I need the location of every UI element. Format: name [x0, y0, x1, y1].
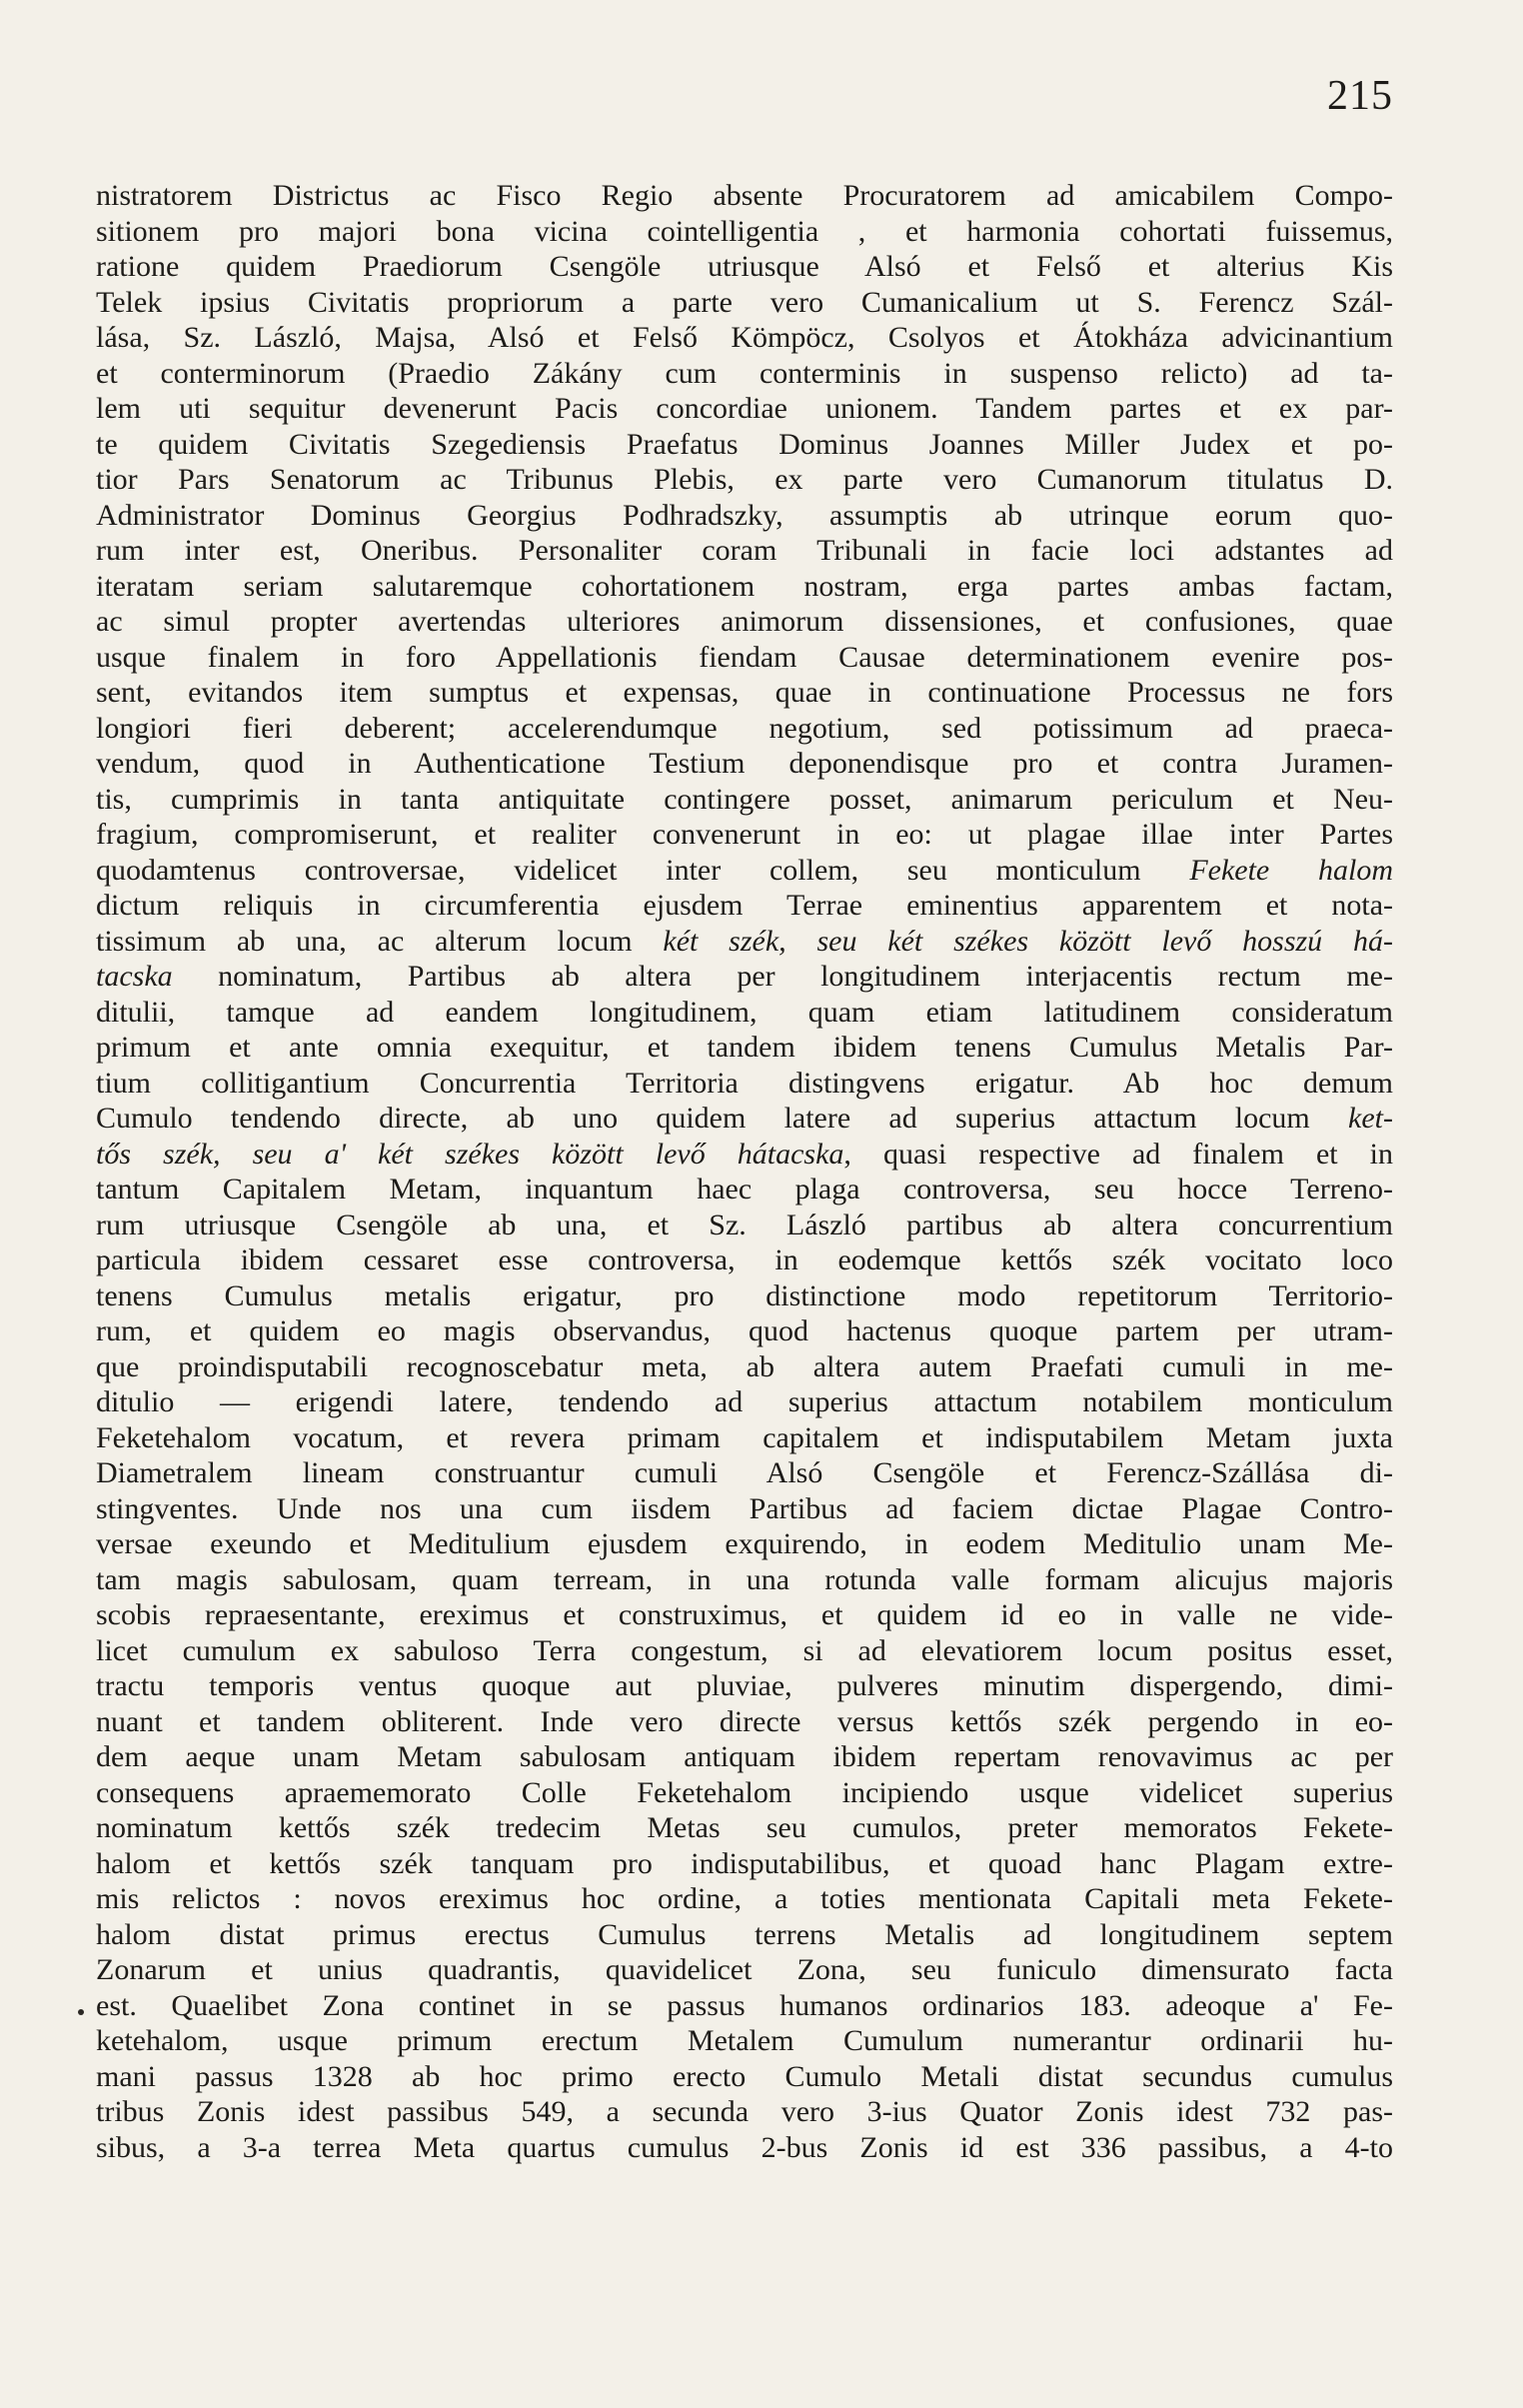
text-line: te quidem Civitatis Szegediensis Praefatus Dominus Joannes Miller Judex et po-: [96, 427, 1393, 461]
text-line: tior Pars Senatorum ac Tribunus Plebis, ex parte vero Cumanorum titulatus D.: [96, 463, 1393, 496]
text-line: sitionem pro majori bona vicina cointelligentia , et harmonia cohortati fuissemus,: [96, 214, 1393, 248]
text-line: vendum, quod in Authenticatione Testium deponendisque pro et contra Juramen-: [96, 747, 1393, 780]
text-line: ditulii, tamque ad eandem longitudinem, quam etiam latitudinem consideratum: [96, 995, 1393, 1029]
text-line: lása, Sz. László, Majsa, Alsó et Felső Kömpöcz, Csolyos et Átokháza advicinantium: [96, 321, 1393, 354]
text-line: tium collitigantium Concurrentia Territoria distingvens erigatur. Ab hoc demum: [96, 1066, 1393, 1100]
text-line: particula ibidem cessaret esse controversa, in eodemque kettős szék vocitato loco: [96, 1243, 1393, 1276]
text-line: primum et ante omnia exequitur, et tandem ibidem tenens Cumulus Metalis Par-: [96, 1031, 1393, 1064]
text-line: halom distat primus erectus Cumulus terrens Metalis ad longitudinem septem: [96, 1917, 1393, 1951]
text-line: longiori fieri deberent; accelerendumque negotium, sed potissimum ad praeca-: [96, 711, 1393, 745]
text-line: tractu temporis ventus quoque aut pluviae, pulveres minutim dispergendo, dimi-: [96, 1669, 1393, 1702]
text-line: et conterminorum (Praedio Zákány cum conterminis in suspenso relicto) ad ta-: [96, 356, 1393, 390]
text-line: Administrator Dominus Georgius Podhradszky, assumptis ab utrinque eorum quo-: [96, 498, 1393, 532]
body-text: [96, 178, 1393, 2165]
text-line: quodamtenus controversae, videlicet inter collem, seu monticulum Fekete halom: [96, 853, 1393, 887]
text-line: dictum reliquis in circumferentia ejusdem Terrae eminentius apparentem et nota-: [96, 889, 1393, 922]
text-line: tacska nominatum, Partibus ab altera per longitudinem interjacentis rectum me-: [96, 960, 1393, 993]
text-line: sibus, a 3-a terrea Meta quartus cumulus 2-bus Zonis id est 336 passibus, a 4-to: [96, 2130, 1393, 2164]
text-line: ketehalom, usque primum erectum Metalem Cumulum numerantur ordinarii hu-: [96, 2024, 1393, 2057]
page-number: 215: [1327, 73, 1393, 119]
text-line: nuant et tandem obliterent. Inde vero directe versus kettős szék pergendo in eo-: [96, 1704, 1393, 1738]
text-line: tős szék, seu a' két székes között levő hátacska, quasi respective ad finalem et in: [96, 1137, 1393, 1171]
text-line: tenens Cumulus metalis erigatur, pro distinctione modo repetitorum Territorio-: [96, 1278, 1393, 1312]
text-line: rum, et quidem eo magis observandus, quod hactenus quoque partem per utram-: [96, 1314, 1393, 1347]
text-line: Cumulo tendendo directe, ab uno quidem latere ad superius attactum locum ket-: [96, 1102, 1393, 1135]
text-line: ratione quidem Praediorum Csengöle utriusque Alsó et Felső et alterius Kis: [96, 250, 1393, 283]
text-line: licet cumulum ex sabuloso Terra congestum, si ad elevatiorem locum positus esset,: [96, 1633, 1393, 1667]
text-line: lem uti sequitur devenerunt Pacis concordiae unionem. Tandem partes et ex par-: [96, 392, 1393, 425]
text-line: que proindisputabili recognoscebatur meta, ab altera autem Praefati cumuli in me-: [96, 1349, 1393, 1383]
text-line: halom et kettős szék tanquam pro indisputabilibus, et quoad hanc Plagam extre-: [96, 1846, 1393, 1880]
text-line: mani passus 1328 ab hoc primo erecto Cumulo Metali distat secundus cumulus: [96, 2059, 1393, 2093]
text-line: tribus Zonis idest passibus 549, a secunda vero 3-ius Quator Zonis idest 732 pas-: [96, 2095, 1393, 2128]
text-line: Zonarum et unius quadrantis, quavidelicet Zona, seu funiculo dimensurato facta: [96, 1953, 1393, 1986]
text-line: scobis repraesentante, ereximus et construximus, et quidem id eo in valle ne vide-: [96, 1598, 1393, 1631]
text-line: tis, cumprimis in tanta antiquitate contingere posset, animarum periculum et Neu-: [96, 782, 1393, 816]
text-line: usque finalem in foro Appellationis fiendam Causae determinationem evenire pos-: [96, 640, 1393, 674]
text-line: ditulio — erigendi latere, tendendo ad superius attactum notabilem monticulum: [96, 1385, 1393, 1418]
text-line: Diametralem lineam construantur cumuli Alsó Csengöle et Ferencz-Szállása di-: [96, 1456, 1393, 1489]
text-line: est. Quaelibet Zona continet in se passus humanos ordinarios 183. adeoque a' Fe-: [96, 1988, 1393, 2022]
text-line: rum utriusque Csengöle ab una, et Sz. László partibus ab altera concurrentium: [96, 1207, 1393, 1241]
text-line: dem aeque unam Metam sabulosam antiquam ibidem repertam renovavimus ac per: [96, 1740, 1393, 1773]
text-line: sent, evitandos item sumptus et expensas, quae in continuatione Processus ne fors: [96, 676, 1393, 709]
text-line: tam magis sabulosam, quam terream, in una rotunda valle formam alicujus majoris: [96, 1562, 1393, 1596]
text-line: nistratorem Districtus ac Fisco Regio absente Procuratorem ad amicabilem Compo-: [96, 179, 1393, 212]
text-line: ac simul propter avertendas ulteriores animorum dissensiones, et confusiones, quae: [96, 605, 1393, 638]
text-line: Telek ipsius Civitatis propriorum a parte vero Cumanicalium ut S. Ferencz Szál-: [96, 285, 1393, 319]
text-line: mis relictos : novos ereximus hoc ordine, a toties mentionata Capitali meta Fekete-: [96, 1882, 1393, 1915]
margin-mark: [78, 2009, 84, 2015]
text-line: tissimum ab una, ac alterum locum két szék, seu két székes között levő hosszú há-: [96, 924, 1393, 958]
text-line: consequens apraememorato Colle Feketehalom incipiendo usque videlicet superius: [96, 1775, 1393, 1809]
text-line: nominatum kettős szék tredecim Metas seu cumulos, preter memoratos Fekete-: [96, 1811, 1393, 1844]
text-line: Feketehalom vocatum, et revera primam capitalem et indisputabilem Metam juxta: [96, 1420, 1393, 1454]
text-line: stingventes. Unde nos una cum iisdem Partibus ad faciem dictae Plagae Contro-: [96, 1491, 1393, 1525]
text-line: iteratam seriam salutaremque cohortationem nostram, erga partes ambas factam,: [96, 569, 1393, 603]
text-line: fragium, compromiserunt, et realiter convenerunt in eo: ut plagae illae inter Partes: [96, 818, 1393, 851]
text-line: versae exeundo et Meditulium ejusdem exquirendo, in eodem Meditulio unam Me-: [96, 1527, 1393, 1560]
text-line: tantum Capitalem Metam, inquantum haec plaga controversa, seu hocce Terreno-: [96, 1173, 1393, 1205]
text-line: rum inter est, Oneribus. Personaliter coram Tribunali in facie loci adstantes ad: [96, 534, 1393, 567]
